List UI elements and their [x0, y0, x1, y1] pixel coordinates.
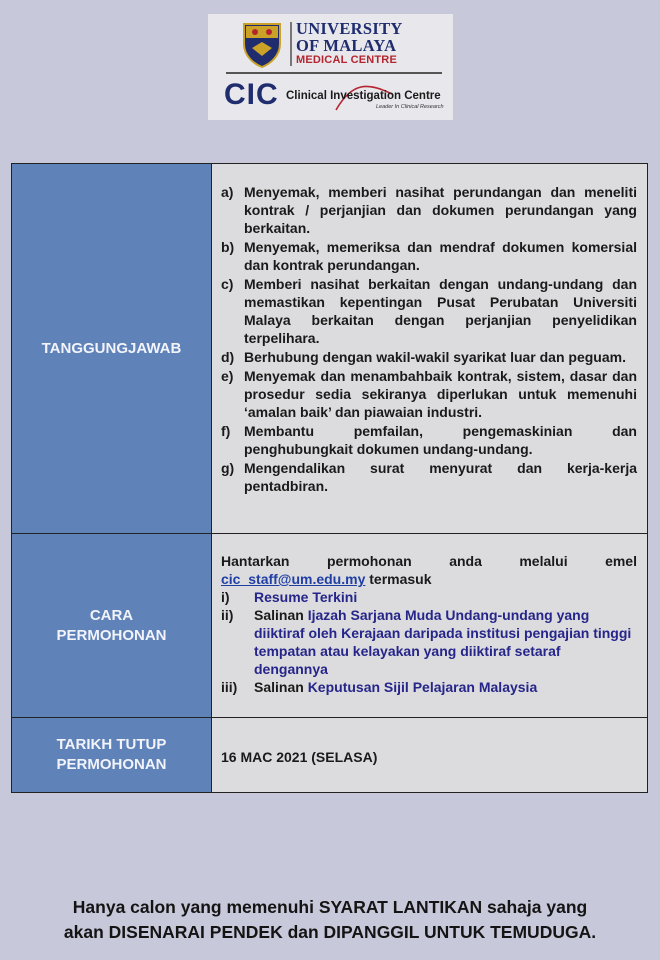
- label-tarikh-tutup: [12, 718, 212, 792]
- intro-line: [221, 552, 637, 570]
- tanggungjawab-content: [212, 164, 647, 533]
- list-item: [221, 459, 637, 495]
- um-cic-logo: [208, 14, 453, 120]
- list-text: Membantu pemfailan, pengemaskinian dan penghubungkait dokumen undang-undang.: [244, 423, 637, 457]
- list-item: [221, 348, 637, 366]
- cara-content: [212, 534, 647, 717]
- list-prefix: Salinan: [254, 607, 308, 623]
- list-text: Memberi nasihat berkaitan dengan undang-undang dan memastikan kepentingan Pusat Perubatan Universiti Malaya berkaitan dengan perjanjian penyelidikan terpelihara.: [244, 276, 637, 346]
- list-text: Menyemak dan menambahbaik kontrak, sistem, dasar dan prosedur sedia sekiranya diperlukan untuk memenuhi ‘amalan baik’ dan piawaian industri.: [244, 368, 637, 420]
- label-cara-line1: CARA: [89, 606, 134, 624]
- intro-word: emel: [605, 553, 637, 569]
- list-marker: e): [221, 368, 234, 384]
- list-marker: g): [221, 460, 235, 476]
- list-item: [221, 422, 637, 458]
- list-item: [221, 367, 637, 421]
- label-tanggungjawab: [12, 164, 212, 533]
- um-subtitle: MEDICAL CENTRE: [296, 54, 397, 66]
- row-cara-permohonan: [12, 533, 647, 717]
- list-item: [221, 678, 637, 696]
- row-tanggungjawab: [12, 164, 647, 533]
- list-item: [221, 606, 637, 678]
- list-marker: b): [221, 239, 235, 255]
- list-item: [221, 183, 637, 237]
- list-prefix: Salinan: [254, 679, 308, 695]
- intro-word: melalui: [519, 553, 568, 569]
- list-highlight: Keputusan Sijil Pelajaran Malaysia: [307, 679, 538, 695]
- university-crest-icon: [242, 22, 282, 68]
- intro-word: permohonan: [326, 553, 412, 569]
- row-tarikh-tutup: [12, 717, 647, 792]
- intro-word: anda: [449, 553, 482, 569]
- logo-divider-horizontal: [226, 72, 442, 74]
- footer-notice: [0, 895, 660, 945]
- label-tanggungjawab-text: TANGGUNGJAWAB: [41, 339, 182, 357]
- list-marker: i): [221, 589, 230, 605]
- label-cara-line2: PERMOHONAN: [56, 626, 167, 644]
- label-tarikh-line1: TARIKH TUTUP: [56, 736, 167, 753]
- label-tarikh-line2: PERMOHONAN: [56, 756, 167, 773]
- list-text: Menyemak, memberi nasihat perundangan dan meneliti kontrak / perjanjian dan dokumen perundangan yang berkaitan.: [244, 184, 637, 236]
- email-link[interactable]: cic_staff@um.edu.my: [221, 571, 366, 587]
- list-marker: ii): [221, 607, 234, 623]
- list-marker: d): [221, 349, 235, 365]
- list-item: [221, 588, 637, 606]
- closing-date: 16 MAC 2021 (SELASA): [221, 749, 378, 765]
- list-marker: f): [221, 423, 231, 439]
- list-item: [221, 275, 637, 347]
- intro-line: [221, 570, 637, 588]
- footer-line1: Hanya calon yang memenuhi SYARAT LANTIKAN sahaja yang: [72, 897, 588, 917]
- list-text: Berhubung dengan wakil-wakil syarikat luar dan peguam.: [244, 349, 626, 365]
- um-line2: OF MALAYA: [296, 36, 397, 55]
- list-text: Menyemak, memeriksa dan mendraf dokumen komersial dan kontrak perundangan.: [244, 239, 637, 273]
- job-info-table: [11, 163, 648, 793]
- list-item: [221, 238, 637, 274]
- label-cara-permohonan: [12, 534, 212, 717]
- list-text: Mengendalikan surat menyurat dan kerja-kerja pentadbiran.: [244, 460, 637, 494]
- cic-acronym: CIC: [224, 78, 279, 111]
- intro-tail: termasuk: [365, 571, 432, 587]
- list-marker: iii): [221, 679, 238, 695]
- list-marker: a): [221, 184, 234, 200]
- footer-line2: akan DISENARAI PENDEK dan DIPANGGIL UNTUK TEMUDUGA.: [63, 922, 597, 942]
- cic-tagline: Leader In Clinical Research: [376, 104, 444, 110]
- logo-divider-vertical: [290, 22, 292, 66]
- list-highlight: Resume Terkini: [254, 589, 358, 605]
- list-highlight: Ijazah Sarjana Muda Undang-undang yang diiktiraf oleh Kerajaan daripada institusi pengajian tinggi tempatan atau kelayakan yang diiktiraf setaraf dengannya: [254, 607, 632, 677]
- um-line1: UNIVERSITY: [296, 19, 403, 38]
- um-title: [296, 20, 446, 54]
- intro-word: Hantarkan: [221, 553, 290, 569]
- list-marker: c): [221, 276, 234, 292]
- cic-full-name: Clinical Investigation Centre: [286, 90, 441, 102]
- application-intro: [221, 552, 637, 588]
